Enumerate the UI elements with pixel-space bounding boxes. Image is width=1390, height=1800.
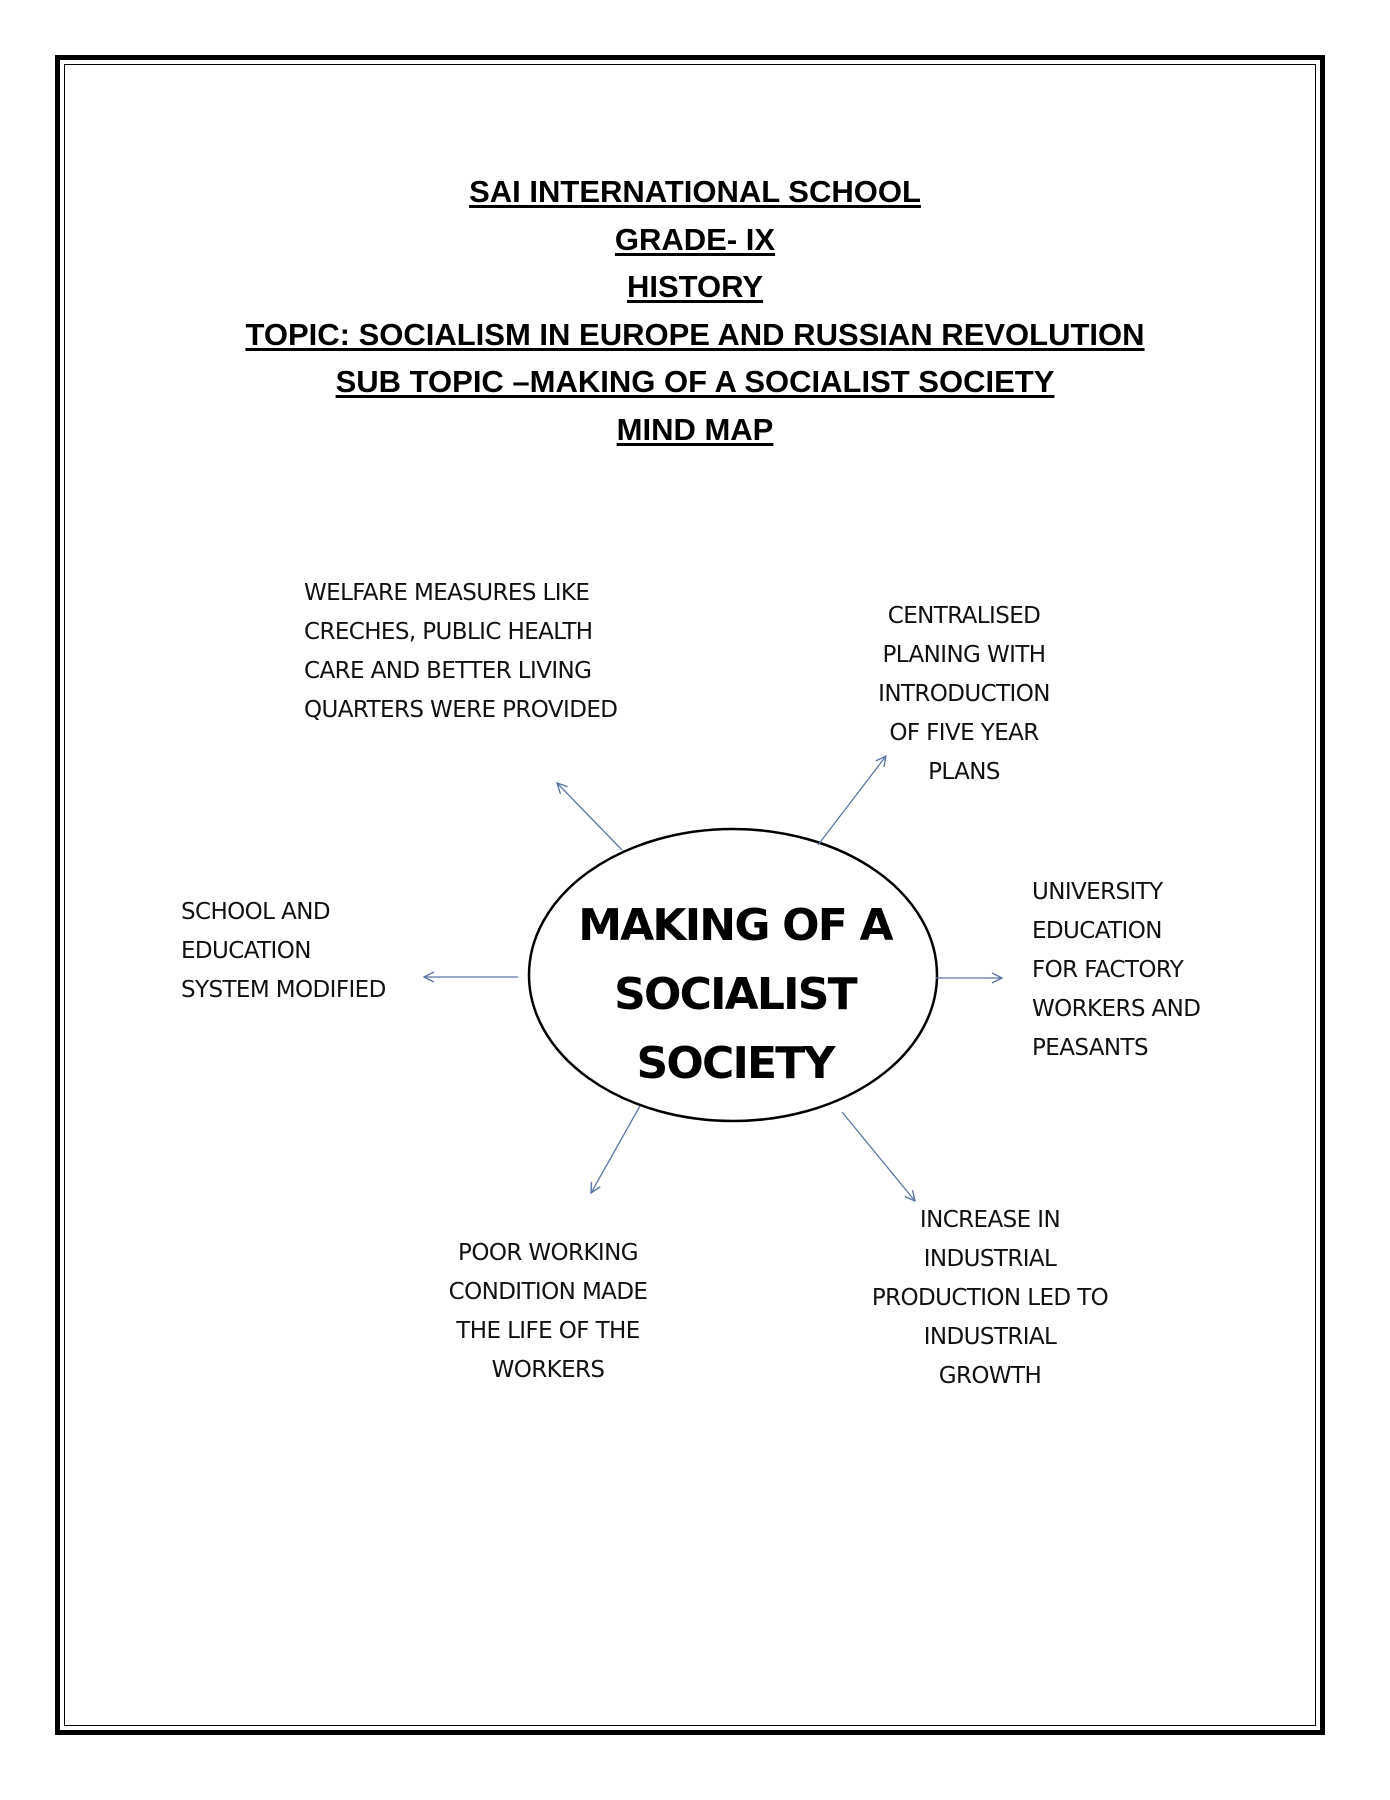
branch-welfare: WELFARE MEASURES LIKE CRECHES, PUBLIC HEALTH CARE AND BETTER LIVING QUARTERS WERE PROVIDED [304,580,618,723]
grade-label: GRADE- IX [614,221,776,257]
topic-label: TOPIC: SOCIALISM IN EUROPE AND RUSSIAN REVOLUTION [245,316,1145,352]
branch-poor-working: POOR WORKING CONDITION MADE THE LIFE OF THE WORKERS [448,1240,648,1383]
arrow-to-industrial [842,1112,915,1201]
branch-industrial: INCREASE IN INDUSTRIAL PRODUCTION LED TO INDUSTRIAL GROWTH [871,1207,1109,1389]
branch-university: UNIVERSITY EDUCATION FOR FACTORY WORKERS AND PEASANTS [1032,879,1201,1061]
school-name: SAI INTERNATIONAL SCHOOL [469,174,921,209]
branch-planning: CENTRALISED PLANING WITH INTRODUCTION OF FIVE YEAR PLANS [878,603,1050,785]
doc-type-label: MIND MAP [616,411,774,447]
sub-topic-label: SUB TOPIC –MAKING OF A SOCIALIST SOCIETY [335,364,1055,400]
arrow-to-welfare [557,783,622,850]
branch-school: SCHOOL AND EDUCATION SYSTEM MODIFIED [181,899,386,1003]
arrow-to-poor-working [591,1106,640,1193]
center-node-label: MAKING OF A SOCIALIST SOCIETY [578,900,892,1089]
subject-label: HISTORY [626,269,764,305]
